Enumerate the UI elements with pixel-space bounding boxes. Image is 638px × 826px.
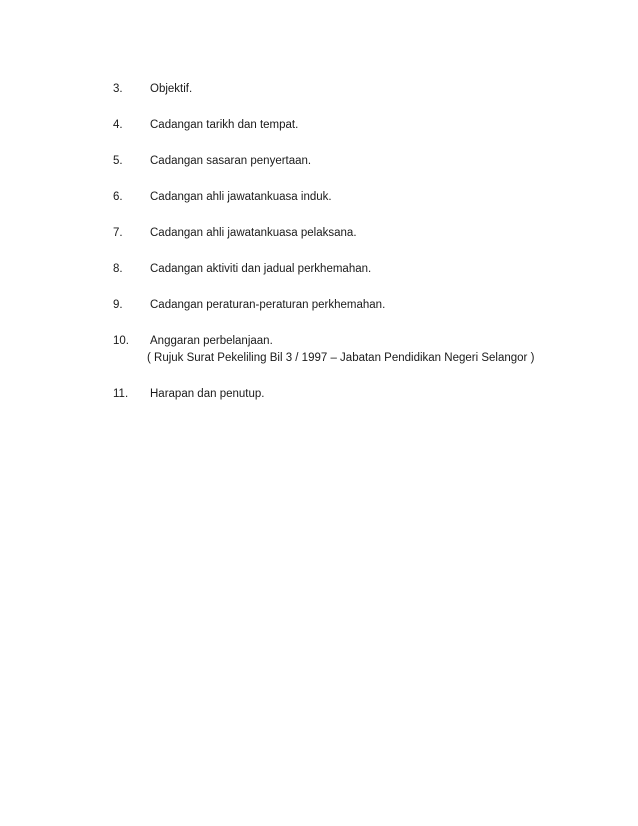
list-item bbox=[113, 387, 613, 423]
numbered-list bbox=[113, 82, 613, 423]
item-number: 6. bbox=[113, 191, 123, 203]
item-number: 3. bbox=[113, 83, 123, 95]
item-number: 9. bbox=[113, 299, 123, 311]
item-number: 7. bbox=[113, 227, 123, 239]
item-number: 8. bbox=[113, 263, 123, 275]
item-text: Cadangan tarikh dan tempat. bbox=[150, 119, 299, 131]
item-number: 10. bbox=[113, 335, 129, 347]
list-item bbox=[113, 298, 613, 334]
item-text: Anggaran perbelanjaan. bbox=[150, 335, 273, 347]
list-item bbox=[113, 226, 613, 262]
list-item bbox=[113, 154, 613, 190]
item-text: Cadangan sasaran penyertaan. bbox=[150, 155, 312, 167]
list-item bbox=[113, 334, 613, 387]
list-item bbox=[113, 82, 613, 118]
item-text: Cadangan ahli jawatankuasa pelaksana. bbox=[150, 227, 357, 239]
item-text: Cadangan aktiviti dan jadual perkhemahan. bbox=[150, 263, 372, 275]
list-item bbox=[113, 118, 613, 154]
item-note: ( Rujuk Surat Pekeliling Bil 3 / 1997 – Jabatan Pendidikan Negeri Selangor ) bbox=[147, 352, 535, 364]
item-text: Harapan dan penutup. bbox=[150, 388, 265, 400]
list-item bbox=[113, 190, 613, 226]
item-text: Cadangan peraturan-peraturan perkhemahan. bbox=[150, 299, 386, 311]
item-number: 11. bbox=[113, 388, 129, 400]
item-number: 4. bbox=[113, 119, 123, 131]
list-item bbox=[113, 262, 613, 298]
item-text: Objektif. bbox=[150, 83, 193, 95]
item-number: 5. bbox=[113, 155, 123, 167]
item-text: Cadangan ahli jawatankuasa induk. bbox=[150, 191, 332, 203]
